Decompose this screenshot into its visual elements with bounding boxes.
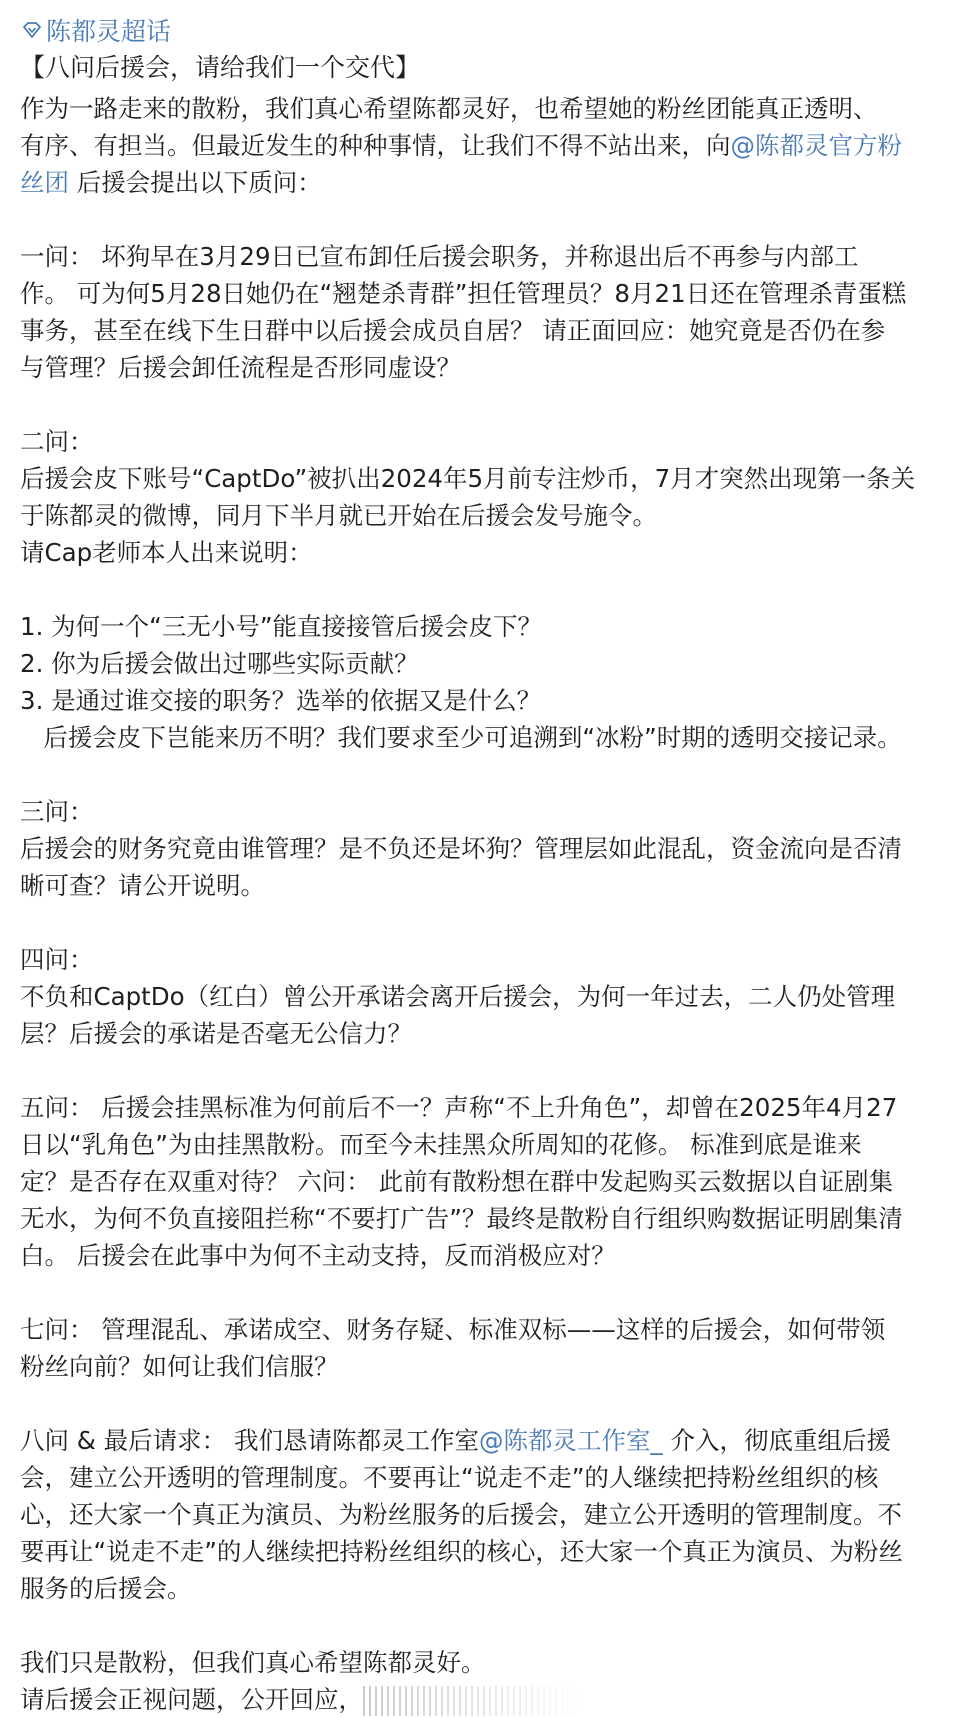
list-item: 1. 为何一个“三无小号”能直接接管后援会皮下？ bbox=[20, 612, 543, 641]
post-title: 【八问后援会，请给我们一个交代】 bbox=[20, 53, 421, 82]
intro-line: 作为一路走来的散粉，我们真心希望陈都灵好，也希望她的粉丝团能真正透明、 bbox=[20, 94, 878, 123]
closing-line: 我们只是散粉，但我们真心希望陈都灵好。 bbox=[20, 1648, 486, 1677]
intro-line bbox=[20, 164, 930, 201]
question-1-line: 事务，甚至在线下生日群中以后援会成员自居？ 请正面回应：她究竟是否仍在参 bbox=[20, 316, 886, 345]
intro-text: 有序、有担当。但最近发生的种种事情，让我们不得不站出来，向 bbox=[20, 131, 731, 160]
question-3-heading: 三问： bbox=[20, 797, 94, 826]
question-1-line: 一问： 坏狗早在3月29日已宣布卸任后援会职务，并称退出后不再参与内部工 bbox=[20, 242, 859, 271]
question-5-line: 无水，为何不负直接阻拦称“不要打广告”？最终是散粉自行组织购数据证明剧集清 bbox=[20, 1204, 903, 1233]
closing-text: 请后援会正视问题，公开回应， bbox=[20, 1685, 363, 1714]
list-item: 后援会皮下岂能来历不明？我们要求至少可追溯到“冰粉”时期的透明交接记录。 bbox=[20, 723, 902, 752]
paragraph-gap bbox=[20, 1052, 930, 1089]
super-topic-label: 陈都灵超话 bbox=[46, 17, 172, 46]
question-2-line: 后援会皮下账号“CaptDo”被扒出2024年5月前专注炒币，7月才突然出现第一条关 bbox=[20, 464, 916, 493]
paragraph-gap bbox=[20, 1607, 930, 1644]
paragraph-gap bbox=[20, 571, 930, 608]
mention-link-studio[interactable]: @陈都灵工作室_ bbox=[478, 1426, 663, 1455]
paragraph-gap bbox=[20, 904, 930, 941]
question-8-line: 要再让“说走不走”的人继续把持粉丝组织的核心，还大家一个真正为演员、为粉丝 bbox=[20, 1537, 903, 1566]
list-item: 3. 是通过谁交接的职务？选举的依据又是什么？ bbox=[20, 686, 542, 715]
question-1-line: 与管理？后援会卸任流程是否形同虚设？ bbox=[20, 353, 461, 382]
truncation-fade bbox=[363, 1686, 583, 1716]
question-5-line: 白。 后援会在此事中为何不主动支持，反而消极应对？ bbox=[20, 1241, 616, 1270]
paragraph-gap bbox=[20, 386, 930, 423]
question-8-line: 服务的后援会。 bbox=[20, 1574, 192, 1603]
question-5-line: 五问： 后援会挂黑标准为何前后不一？声称“不上升角色”，却曾在2025年4月27 bbox=[20, 1093, 898, 1122]
closing-line bbox=[20, 1681, 930, 1718]
super-topic-link[interactable] bbox=[20, 10, 930, 50]
question-8-text: 介入，彻底重组后援 bbox=[662, 1426, 892, 1455]
question-4-heading: 四问： bbox=[20, 945, 94, 974]
question-5-line: 定？是否存在双重对待？ 六问： 此前有散粉想在群中发起购买云数据以自证剧集 bbox=[20, 1167, 894, 1196]
list-item: 2. 你为后援会做出过哪些实际贡献？ bbox=[20, 649, 419, 678]
intro-text: 后援会提出以下质问： bbox=[69, 168, 322, 197]
paragraph-gap bbox=[20, 1385, 930, 1422]
question-4-line: 不负和CaptDo（红白）曾公开承诺会离开后援会，为何一年过去，二人仍处管理 bbox=[20, 982, 896, 1011]
question-4-line: 层？后援会的承诺是否毫无公信力？ bbox=[20, 1019, 412, 1048]
question-2-line: 于陈都灵的微博，同月下半月就已开始在后援会发号施令。 bbox=[20, 501, 657, 530]
mention-link-fanclub-cont[interactable]: 丝团 bbox=[20, 168, 69, 197]
question-8-line: 会，建立公开透明的管理制度。不要再让“说走不走”的人继续把持粉丝组织的核 bbox=[20, 1463, 879, 1492]
question-7-line: 七问： 管理混乱、承诺成空、财务存疑、标准双标——这样的后援会，如何带领 bbox=[20, 1315, 886, 1344]
mention-link-fanclub[interactable]: @陈都灵官方粉 bbox=[730, 131, 902, 160]
question-7-line: 粉丝向前？如何让我们信服？ bbox=[20, 1352, 339, 1381]
question-2-heading: 二问： bbox=[20, 427, 94, 456]
intro-line bbox=[20, 127, 930, 164]
question-8-text: 八问 & 最后请求： 我们恳请陈都灵工作室 bbox=[20, 1426, 479, 1455]
paragraph-gap bbox=[20, 201, 930, 238]
question-1-line: 作。 可为何5月28日她仍在“翘楚杀青群”担任管理员？8月21日还在管理杀青蛋糕 bbox=[20, 279, 907, 308]
question-8-line bbox=[20, 1422, 930, 1459]
paragraph-gap bbox=[20, 756, 930, 793]
question-8-line: 心，还大家一个真正为演员、为粉丝服务的后援会，建立公开透明的管理制度。不 bbox=[20, 1500, 902, 1529]
question-5-line: 日以“乳角色”为由挂黑散粉。而至今未挂黑众所周知的花修。 标准到底是谁来 bbox=[20, 1130, 862, 1159]
paragraph-gap bbox=[20, 1274, 930, 1311]
diamond-topic-icon bbox=[20, 18, 44, 42]
question-3-line: 后援会的财务究竟由谁管理？是不负还是坏狗？管理层如此混乱，资金流向是否清 bbox=[20, 834, 902, 863]
question-2-line: 请Cap老师本人出来说明： bbox=[20, 538, 313, 567]
question-3-line: 晰可查？请公开说明。 bbox=[20, 871, 265, 900]
